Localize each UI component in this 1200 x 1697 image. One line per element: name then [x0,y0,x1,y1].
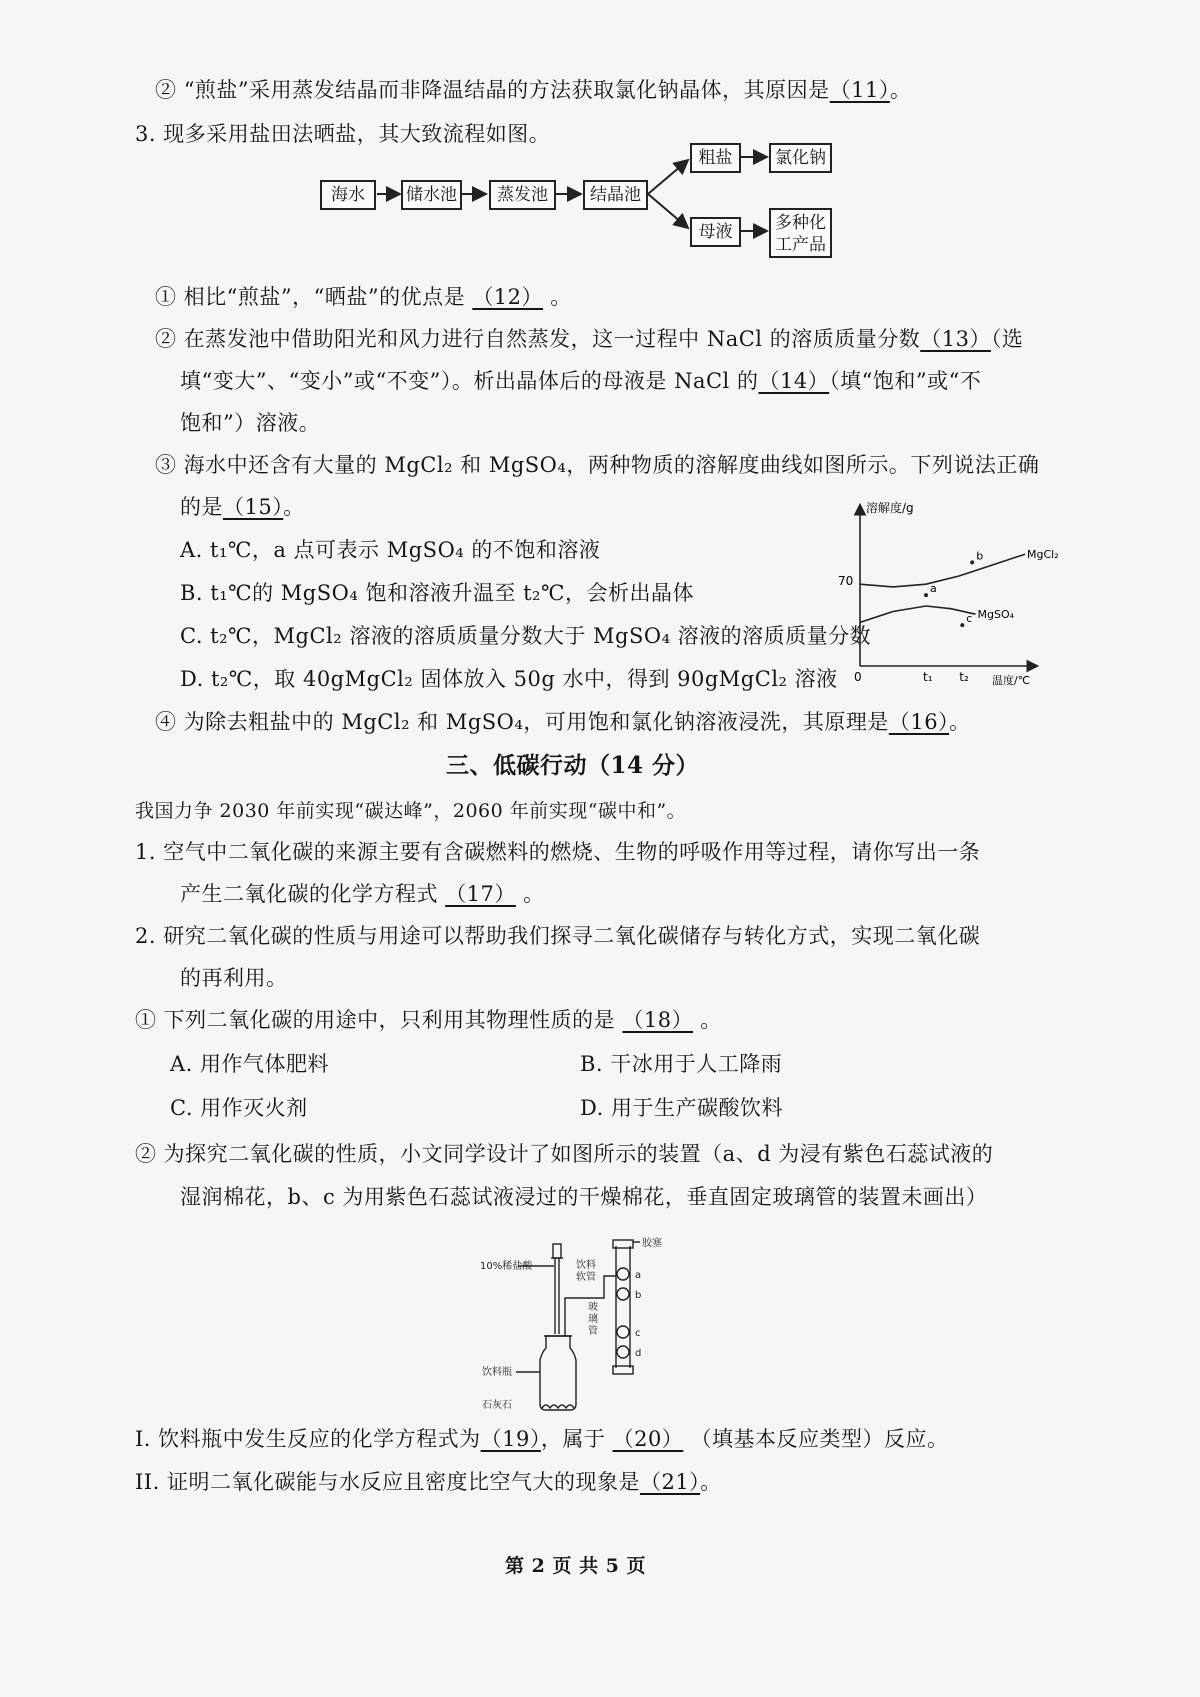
flow-box-seawater: 海水 [320,180,376,210]
tube-label-1: 玻 [588,1302,598,1313]
y-axis-label: 溶解度/g [866,501,914,515]
option-d: D. t₂℃，取 40gMgCl₂ 固体放入 50g 水中，得到 90gMgCl₂ 溶液 [180,667,838,691]
part-2: 2. 研究二氧化碳的性质与用途可以帮助我们探寻二氧化碳储存与转化方式，实现二氧化碳 [135,924,981,948]
series-label-mgcl2: MgCl₂ [1027,548,1059,562]
acid-label: 10%稀盐酸 [480,1261,533,1272]
x-tick-t1: t₁ [923,670,933,684]
part-2-2: ② 为探究二氧化碳的性质，小文同学设计了如图所示的装置（a、d 为浸有紫色石蕊试液的 [135,1142,994,1166]
part-I: I. 饮料瓶中发生反应的化学方程式为（19），属于 （20） （填基本反应类型）反应。 [135,1427,949,1451]
blank-18: （18） [622,1008,694,1032]
part-1: 1. 空气中二氧化碳的来源主要有含碳燃料的燃烧、生物的呼吸作用等过程，请你写出一条 [135,840,981,864]
part-2-2-cont: 湿润棉花，b、c 为用紫色石蕊试液浸过的干燥棉花，垂直固定玻璃管的装置未画出） [180,1185,988,1209]
flow-box-storage: 储水池 [401,180,462,210]
use-option-c: C. 用作灭火剂 [170,1096,308,1120]
x-axis-label: 温度/℃ [992,674,1031,687]
flow-box-crystallization: 结晶池 [583,180,648,210]
blank-21: （21） [639,1470,701,1494]
limestone-label: 石灰石 [482,1400,512,1411]
blank-11: （11） [829,78,890,102]
point-a [924,593,928,597]
page-footer: 第 2 页 共 5 页 [505,1555,647,1577]
question-3-2: ② 在蒸发池中借助阳光和风力进行自然蒸发，这一过程中 NaCl 的溶质质量分数（13）（选 [155,327,1024,351]
tube-label-3: 管 [588,1326,598,1337]
y-tick-70: 70 [838,574,854,588]
bottle-label: 饮料瓶 [482,1367,512,1378]
question-3-2-cont: 填“变大”、“变小”或“不变”）。析出晶体后的母液是 NaCl 的（14）（填“饱和”或“不 [180,369,982,393]
plug-label: 胶塞 [642,1238,662,1249]
blank-17: （17） [445,882,516,906]
question-3-2-cont2: 饱和”）溶液。 [180,411,321,435]
question-3-4: ④ 为除去粗盐中的 MgCl₂ 和 MgSO₄，可用饱和氯化钠溶液浸洗，其原理是（16）。 [155,710,971,734]
blank-20: （20） [612,1427,684,1451]
straw-label-2: 软管 [576,1272,596,1283]
point-label-a: a [930,582,937,596]
part-2-1: ① 下列二氧化碳的用途中，只利用其物理性质的是 （18） 。 [135,1008,722,1032]
question-3: 3. 现多采用盐田法晒盐，其大致流程如图。 [135,122,551,146]
point-c [960,623,964,627]
intro-line: 我国力争 2030 年前实现“碳达峰”，2060 年前实现“碳中和”。 [135,800,687,822]
use-option-d: D. 用于生产碳酸饮料 [580,1096,783,1120]
point-label-b: b [976,549,984,563]
x-tick-t2: t₂ [959,670,969,684]
use-option-a: A. 用作气体肥料 [170,1052,330,1076]
section-heading: 三、低碳行动（14 分） [446,752,700,779]
question-3-3-cont: 的是（15）。 [180,495,305,519]
point-b [970,560,974,564]
blank-16: （16） [888,710,950,734]
cotton-c-label: c [635,1328,641,1339]
option-c: C. t₂℃，MgCl₂ 溶液的溶质质量分数大于 MgSO₄ 溶液的溶质质量分数 [180,624,872,648]
blank-15: （15） [223,495,284,519]
x-origin-label: 0 [854,670,862,684]
part-1-cont: 产生二氧化碳的化学方程式 （17） 。 [180,882,545,906]
cotton-b-label: b [635,1290,642,1301]
part-2-cont: 的再利用。 [180,966,288,990]
question-3-1: ① 相比“煎盐”，“晒盐”的优点是 （12） 。 [155,285,572,309]
solubility-chart [838,498,1059,688]
part-II: II. 证明二氧化碳能与水反应且密度比空气大的现象是（21）。 [135,1470,722,1494]
point-label-c: c [966,612,973,626]
flow-box-nacl: 氯化钠 [769,143,832,173]
flow-box-products: 多种化 工产品 [769,208,832,258]
flow-arrows [0,140,1200,400]
blank-12: （12） [472,285,544,309]
series-label-mgso4: MgSO₄ [977,608,1015,622]
flow-box-crude-salt: 粗盐 [690,143,741,173]
tube-label-2: 璃 [588,1314,598,1325]
series-line-mgso4 [860,606,976,622]
flow-box-evaporation: 蒸发池 [489,180,556,210]
cotton-d-label: d [635,1348,642,1359]
co2-apparatus-diagram [480,1236,720,1416]
blank-14: （14） [758,369,830,393]
cotton-a-label: a [635,1270,642,1281]
option-a: A. t₁℃，a 点可表示 MgSO₄ 的不饱和溶液 [180,538,601,562]
question-2-2: ② “煎盐”采用蒸发结晶而非降温结晶的方法获取氯化钠晶体，其原因是（11）。 [155,78,912,102]
straw-label-1: 饮料 [576,1260,596,1271]
flow-box-mother-liquor: 母液 [690,217,741,247]
question-3-3: ③ 海水中还含有大量的 MgCl₂ 和 MgSO₄，两种物质的溶解度曲线如图所示。下列说法正确 [155,453,1040,477]
blank-19: （19） [480,1427,541,1451]
series-line-mgcl2 [860,554,1025,587]
option-b: B. t₁℃的 MgSO₄ 饱和溶液升温至 t₂℃，会析出晶体 [180,581,694,605]
use-option-b: B. 干冰用于人工降雨 [580,1052,783,1076]
blank-13: （13） [920,327,991,351]
